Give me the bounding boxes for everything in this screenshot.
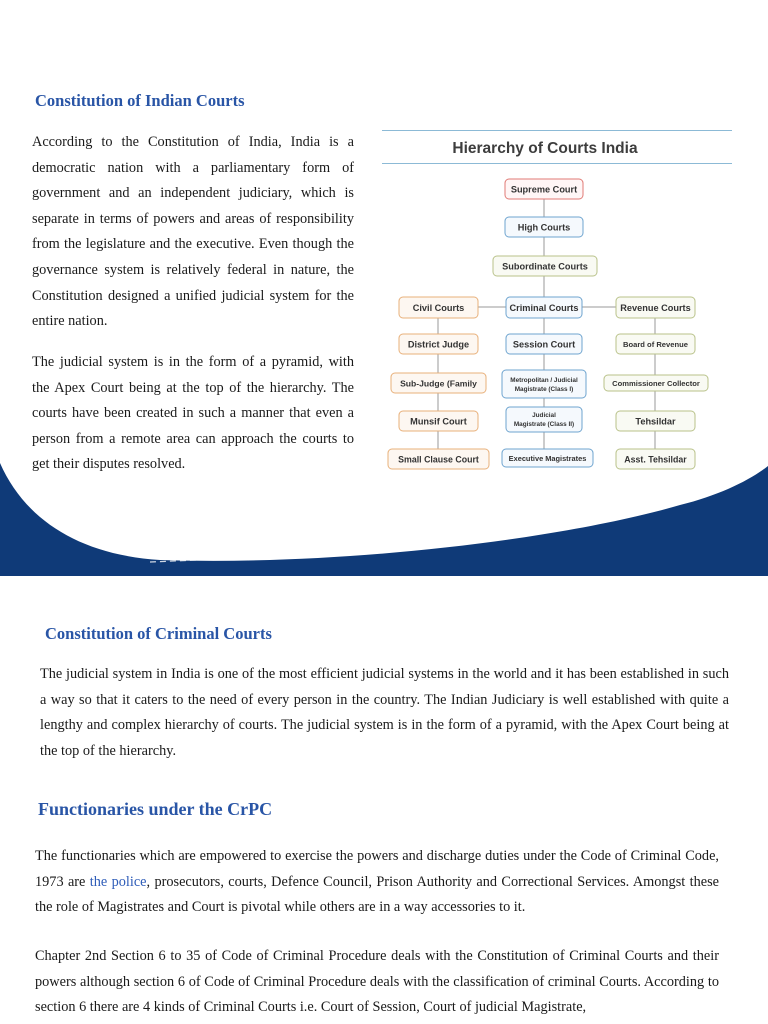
- svg-text:Supreme Court: Supreme Court: [510, 184, 578, 195]
- node-session-court: [506, 334, 582, 354]
- functionaries-paragraph-2: Chapter 2nd Section 6 to 35 of Code of Criminal Procedure deals with the Constitution of Criminal Courts and their powers although section 6 of Code of Criminal Procedure deals with the classification of criminal Courts. According to section 6 there are 4 kinds of Criminal Courts i.e. Court of Session, Court of judicial Magistrate,: [35, 948, 719, 1016]
- svg-text:Board of Revenue: Board of Revenue: [623, 340, 688, 349]
- svg-text:Metropolitan / Judicial: Metropolitan / Judicial: [510, 377, 578, 384]
- functionaries-text-end: , prosecutors, courts, Defence Council, Prison Authority and Correctional Services. Amongst these the role of Magistrates and Court is pivotal while others are in a way accessories to it.: [35, 873, 719, 916]
- svg-text:Magistrate (Class II): Magistrate (Class II): [513, 421, 575, 428]
- functionaries-text-start: The functionaries which are empowered to exercise the powers and discharge duties under the Code of Criminal Code, 1973 are: [35, 848, 719, 890]
- node-judicial-magistrate-class-ii: [506, 407, 582, 432]
- svg-text:Judicial: Judicial: [532, 412, 556, 419]
- node-asst-tehsildar: [616, 449, 695, 469]
- node-civil-courts: [399, 297, 478, 318]
- svg-text:Subordinate Courts: Subordinate Courts: [502, 261, 588, 272]
- svg-text:Munsif Court: Munsif Court: [410, 416, 467, 427]
- section-title-criminal-courts: Constitution of Criminal Courts: [45, 624, 272, 643]
- node-munsif-court: [399, 411, 478, 431]
- svg-text:Criminal Courts: Criminal Courts: [509, 303, 579, 313]
- node-high-courts: [505, 217, 583, 237]
- svg-text:Commissioner Collector: Commissioner Collector: [612, 379, 700, 388]
- node-small-clause-court: [388, 449, 489, 469]
- node-tehsildar: [616, 411, 695, 431]
- court-hierarchy-diagram: [382, 130, 732, 475]
- criminal-courts-paragraph: The judicial system in India is one of the most efficient judicial systems in the world and it has been established in such a way so that it caters to the need of every person in the country. The Indian Judiciary is well established with quite a lengthy and complex hierarchy of courts. The judicial system is in the form of a pyramid, with the Apex Court being at the top of the hierarchy.: [40, 666, 729, 759]
- the-police-link[interactable]: the police: [89, 873, 147, 890]
- node-subordinate-courts: [493, 256, 597, 276]
- node-board-of-revenue: [616, 334, 695, 354]
- intro-paragraph-1: According to the Constitution of India, India is a democratic nation with a parliamentary form of government and an independent judiciary, which is separate in terms of powers and areas of responsibility from the legislature and the executive. Even though the governance system is relatively federal in nature, the Constitution designed a unified judicial system for the entire nation.: [32, 134, 354, 330]
- svg-text:Civil Courts: Civil Courts: [412, 303, 465, 313]
- node-criminal-courts: [506, 297, 582, 318]
- functionaries-paragraph-1: [35, 844, 719, 921]
- node-sub-judge: [391, 373, 486, 393]
- section-title-indian-courts: Constitution of Indian Courts: [35, 91, 245, 110]
- section-title-functionaries: Functionaries under the CrPC: [38, 799, 273, 819]
- svg-text:Sub-Judge (Family: Sub-Judge (Family: [400, 378, 477, 389]
- diagram-title: Hierarchy of Courts India: [452, 140, 638, 157]
- svg-text:Executive Magistrates: Executive Magistrates: [508, 454, 587, 463]
- svg-text:Session Court: Session Court: [512, 339, 576, 350]
- svg-text:Magistrate (Class I): Magistrate (Class I): [514, 386, 574, 393]
- node-supreme-court: [505, 179, 583, 199]
- node-district-judge: [399, 334, 478, 354]
- svg-text:Tehsildar: Tehsildar: [635, 416, 676, 427]
- intro-paragraph-2: The judicial system is in the form of a pyramid, with the Apex Court being at the top of the hierarchy. The courts have been created in such a manner that even a person from a remote area can approach the courts to get their disputes resolved.: [32, 354, 354, 473]
- svg-text:High Courts: High Courts: [517, 222, 571, 233]
- svg-text:District Judge: District Judge: [407, 339, 470, 350]
- node-metropolitan-magistrate: [502, 370, 586, 398]
- node-revenue-courts: [616, 297, 695, 318]
- node-executive-magistrates: [502, 449, 593, 467]
- svg-text:Small Clause Court: Small Clause Court: [398, 454, 479, 465]
- node-commissioner-collector: [604, 375, 708, 391]
- svg-text:Asst. Tehsildar: Asst. Tehsildar: [624, 454, 687, 465]
- svg-text:Revenue Courts: Revenue Courts: [620, 303, 691, 313]
